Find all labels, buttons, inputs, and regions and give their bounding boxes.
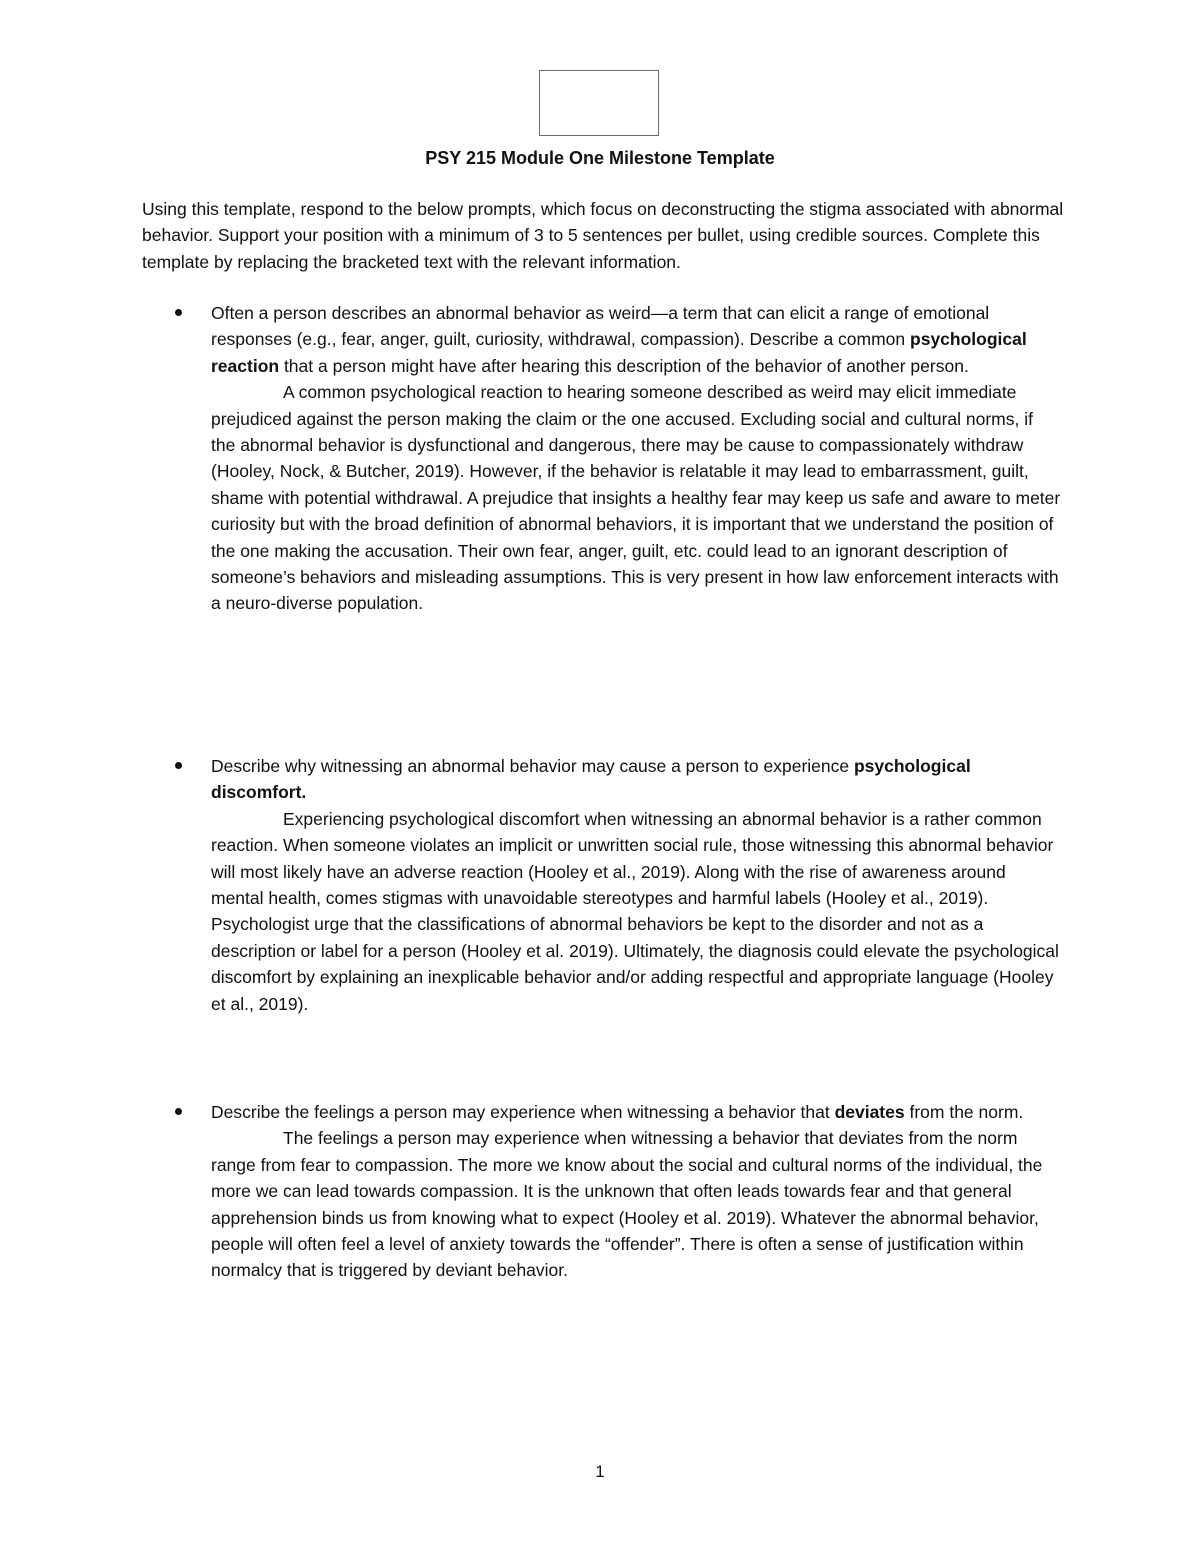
prompt-text-after: from the norm. (904, 1102, 1024, 1122)
bullet-icon (175, 309, 182, 316)
document-title: PSY 215 Module One Milestone Template (425, 148, 775, 168)
logo-placeholder (539, 70, 659, 136)
prompt-keyword: psychological discomfort. (211, 756, 971, 803)
prompt-text-before: Describe the feelings a person may experience when witnessing a behavior that (211, 1102, 835, 1122)
bullet-item-3 (142, 1099, 1072, 1284)
bullet-icon (175, 1108, 182, 1115)
prompt-text (211, 1099, 1061, 1125)
prompt-text-before: Describe why witnessing an abnormal behavior may cause a person to experience (211, 756, 854, 776)
prompt-keyword: deviates (834, 1102, 905, 1122)
bullet-body (211, 300, 1061, 617)
response-text: The feelings a person may experience when witnessing a behavior that deviates from the norm range from fear to compassion. The more we know about the social and cultural norms of the individual, the more we can lead towards compassion. It is the unknown that often leads towards fear and that general apprehension binds us from knowing what to expect (Hooley et al. 2019). Whatever the abnormal behavior, people will often feel a level of anxiety towards the “offender”. There is often a sense of justification within normalcy that is triggered by deviant behavior. (211, 1128, 1043, 1281)
response-text: Experiencing psychological discomfort when witnessing an abnormal behavior is a rather common reaction. When someone violates an implicit or unwritten social rule, those witnessing this abnormal behavior will most likely have an adverse reaction (Hooley et al., 2019). Along with the rise of awareness around mental health, comes stigmas with unavoidable stereotypes and harmful labels (Hooley et al., 2019). Psychologist urge that the classifications of abnormal behaviors be kept to the disorder and not as a description or label for a person (Hooley et al. 2019). Ultimately, the diagnosis could elevate the psychological discomfort by explaining an inexplicable behavior and/or adding respectful and appropriate language (Hooley et al., 2019). (211, 808, 1059, 1014)
bullet-body (211, 753, 1061, 1017)
prompt-keyword: psychological reaction (211, 329, 1027, 376)
prompt-text-before: Often a person describes an abnormal behavior as weird—a term that can elicit a range of emotional responses (e.g., fear, anger, guilt, curiosity, withdrawal, compassion). Describe a common (211, 303, 990, 350)
bullet-item-2 (142, 753, 1072, 1017)
bullet-item-1 (142, 300, 1072, 617)
page-number: 1 (595, 1462, 605, 1481)
bullet-body (211, 1099, 1061, 1284)
prompt-text (211, 753, 1061, 806)
prompt-text (211, 300, 1061, 379)
prompt-text-after: that a person might have after hearing this description of the behavior of another person. (279, 355, 969, 376)
bullet-icon (175, 762, 182, 769)
response-text: A common psychological reaction to hearing someone described as weird may elicit immediate prejudiced against the person making the claim or the one accused. Excluding social and cultural norms, if the abnormal behavior is dysfunctional and dangerous, there may be cause to compassionately withdraw (Hooley, Nock, & Butcher, 2019). However, if the behavior is relatable it may lead to embarrassment, guilt, shame with potential withdrawal. A prejudice that insights a healthy fear may keep us safe and aware to meter curiosity but with the broad definition of abnormal behaviors, it is important that we understand the position of the one making the accusation. Their own fear, anger, guilt, etc. could lead to an ignorant description of someone’s behaviors and misleading assumptions. This is very present in how law enforcement interacts with a neuro-diverse population. (211, 382, 1061, 614)
intro-paragraph: Using this template, respond to the below prompts, which focus on deconstructing the stigma associated with abnormal behavior. Support your position with a minimum of 3 to 5 sentences per bullet, using credible sources. Complete this template by replacing the bracketed text with the relevant information. (142, 199, 1064, 272)
